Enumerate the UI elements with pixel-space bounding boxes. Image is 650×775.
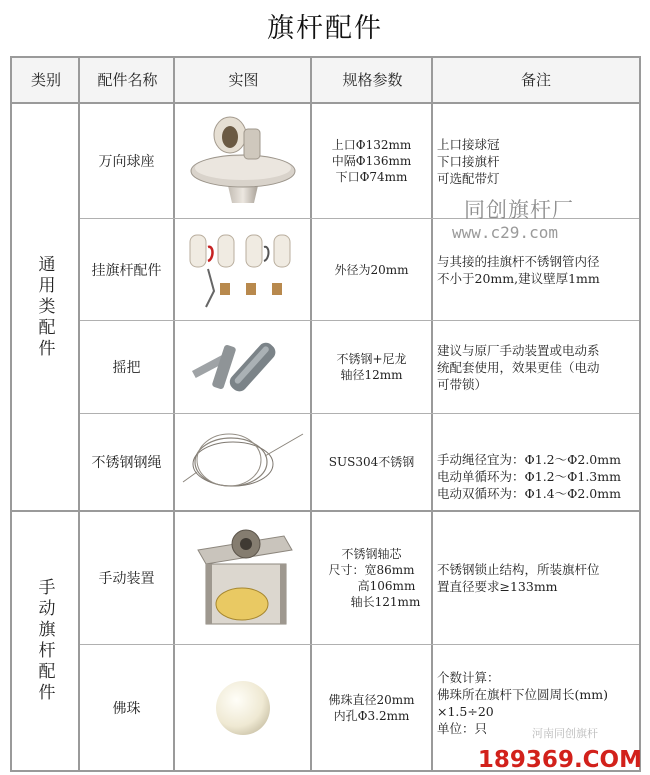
spec-line: 内孔Φ3.2mm xyxy=(333,708,410,723)
remark-line: 电动单循环为：Φ1.2～Φ1.3mm xyxy=(437,469,621,484)
spec-line: 中隔Φ136mm xyxy=(331,154,412,168)
spec-line: 上口Φ132mm xyxy=(331,138,412,152)
remark-line: 佛珠所在旗杆下位圆周长(mm) xyxy=(437,687,608,702)
bead-photo xyxy=(175,645,310,770)
parts-table xyxy=(10,56,641,772)
small-watermark: 河南同创旗杆 xyxy=(532,727,598,740)
spec-line: 不锈钢+尼龙 xyxy=(336,352,407,366)
remarks xyxy=(433,512,639,644)
header-specs: 规格参数 xyxy=(342,71,403,89)
remark-line: 不锈钢锁止结构，所装旗杆位 xyxy=(437,562,600,577)
header-photo: 实图 xyxy=(228,71,259,89)
header-category: 类别 xyxy=(30,71,61,89)
specs xyxy=(312,414,431,510)
phone-watermark: 189369.COM xyxy=(477,747,642,773)
part-name: 万向球座 xyxy=(98,154,155,170)
part-name: 挂旗杆配件 xyxy=(91,262,162,279)
remark-line: 建议与原厂手动装置或电动系 xyxy=(437,342,600,358)
remark-line: 个数计算： xyxy=(437,670,500,685)
site-watermark: www.c29.com xyxy=(452,223,558,242)
specs xyxy=(312,104,431,218)
remark-line: 可带锁） xyxy=(437,376,488,392)
remark-line: 电动双循环为：Φ1.4～Φ2.0mm xyxy=(437,486,621,501)
steel-wire-rope-photo xyxy=(175,414,310,510)
spec-line: 外径为20mm xyxy=(334,262,409,277)
part-name: 摇把 xyxy=(112,360,141,376)
category-manual: 手动旗杆配件 xyxy=(34,578,55,704)
universal-ball-seat-photo xyxy=(175,104,310,218)
remarks xyxy=(433,414,639,510)
remark-line: 统配套使用，效果更佳（电动 xyxy=(437,359,600,375)
remark-line: 不小于20mm,建议壁厚1mm xyxy=(437,270,600,286)
spec-line: 佛珠直径20mm xyxy=(328,692,415,707)
flag-hanging-fittings-photo xyxy=(175,219,310,320)
spec-line: 尺寸：宽86mm xyxy=(328,563,415,577)
part-name: 手动装置 xyxy=(98,571,155,587)
specs xyxy=(312,321,431,413)
spec-line: 不锈钢轴芯 xyxy=(341,547,402,561)
page-title: 旗杆配件 xyxy=(267,13,383,44)
spec-line: 高106mm xyxy=(357,579,416,593)
specs xyxy=(312,219,431,320)
brand-watermark: 同创旗杆厂 xyxy=(464,198,574,222)
specs xyxy=(312,645,431,770)
spec-line: 轴长121mm xyxy=(350,595,421,609)
remark-line: 置直径要求≥133mm xyxy=(437,579,558,594)
spec-line: SUS304不锈钢 xyxy=(328,455,415,469)
remark-line: 单位：只 xyxy=(437,721,488,736)
crank-handle-photo xyxy=(175,321,310,413)
specs xyxy=(312,512,431,644)
remark-line: ×1.5÷20 xyxy=(437,704,494,719)
spec-line: 轴径12mm xyxy=(340,368,403,382)
remarks xyxy=(433,321,639,413)
manual-device-photo xyxy=(175,512,310,644)
remark-line: 下口接旗杆 xyxy=(437,153,500,169)
header-part-name: 配件名称 xyxy=(97,71,158,89)
remark-line: 与其接的挂旗杆不锈钢管内径 xyxy=(437,253,600,269)
header-remarks: 备注 xyxy=(520,71,551,89)
category-general: 通用类配件 xyxy=(34,254,55,360)
remark-line: 手动绳径宜为：Φ1.2～Φ2.0mm xyxy=(437,452,621,467)
part-name: 不锈钢钢绳 xyxy=(91,455,162,471)
spec-line: 下口Φ74mm xyxy=(335,170,408,184)
remark-line: 可选配带灯 xyxy=(437,170,500,186)
remark-line: 上口接球冠 xyxy=(437,136,500,152)
part-name: 佛珠 xyxy=(112,700,141,717)
